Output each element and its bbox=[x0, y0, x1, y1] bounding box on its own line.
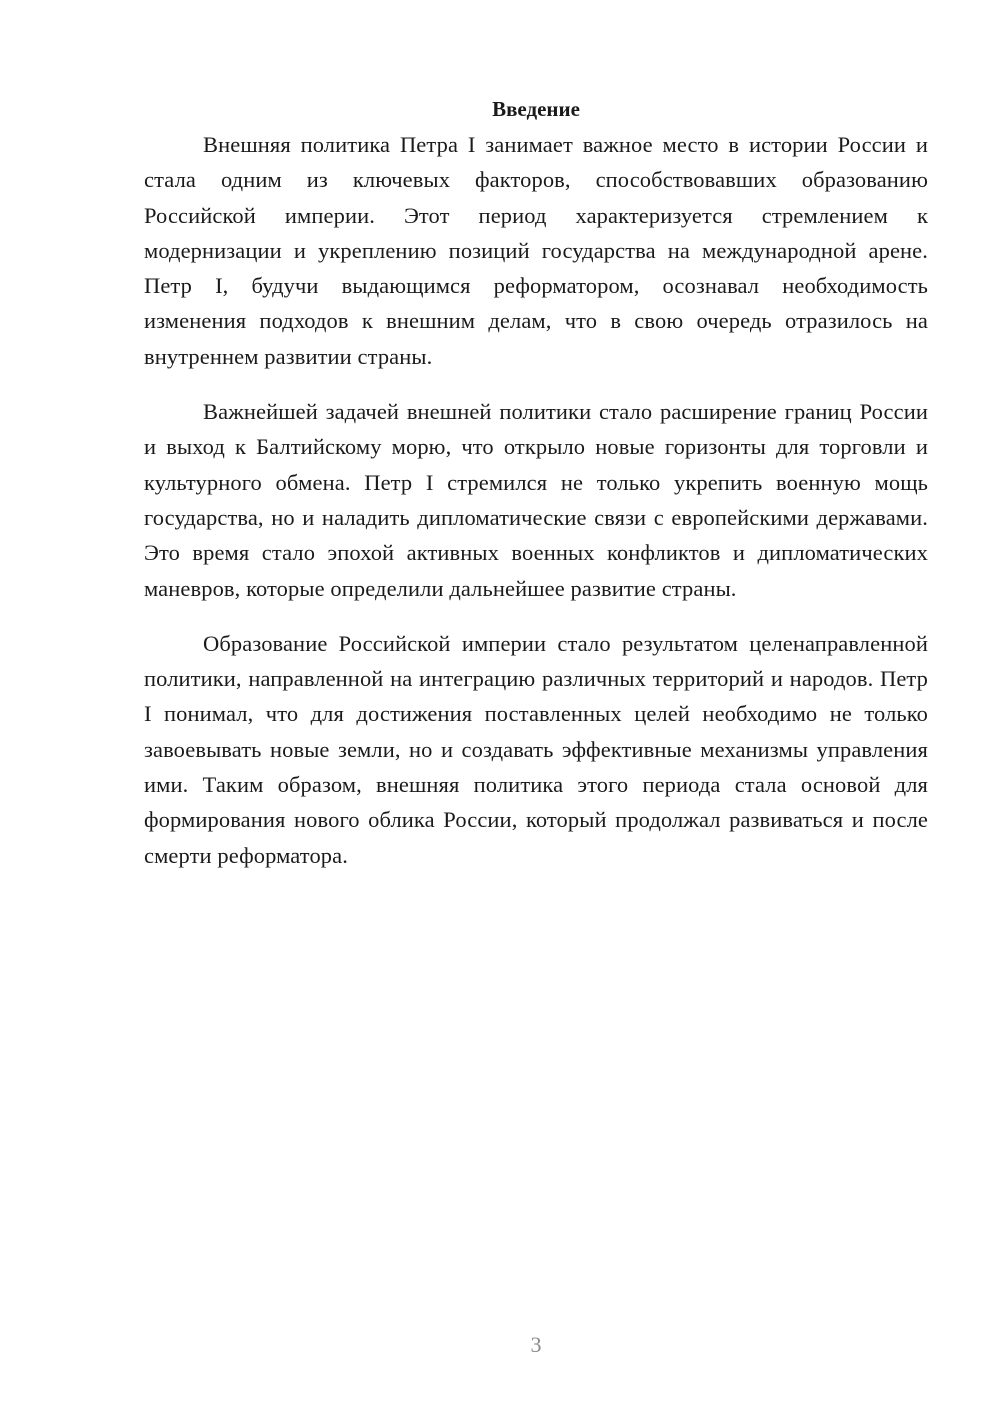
section-heading: Введение bbox=[492, 97, 580, 121]
paragraph-1: Внешняя политика Петра I занимает важное место в истории России и стала одним из ключевых факторов, способствовавших образованию Российской империи. Этот период характеризуется стремлением к модернизации и укреплению позиций государства на международной арене. Петр I, будучи выдающимся реформатором, осознавал необходимость изменения подходов к внешним делам, что в свою очередь отразилось на внутреннем развитии страны. bbox=[144, 132, 928, 369]
paragraph-2: Важнейшей задачей внешней политики стало расширение границ России и выход к Балтийскому морю, что открыло новые горизонты для торговли и культурного обмена. Петр I стремился не только укрепить военную мощь государства, но и наладить дипломатические связи с европейскими державами. Это время стало эпохой активных военных конфликтов и дипломатических маневров, которые определили дальнейшее развитие страны. bbox=[144, 399, 928, 601]
paragraph-3: Образование Российской империи стало результатом целенаправленной политики, направленной на интеграцию различных территорий и народов. Петр I понимал, что для достижения поставленных целей необходимо не только завоевывать новые земли, но и создавать эффективные механизмы управления ими. Таким образом, внешняя политика этого периода стала основой для формирования нового облика России, который продолжал развиваться и после смерти реформатора. bbox=[144, 630, 928, 868]
page-content bbox=[144, 92, 928, 893]
page-number: 3 bbox=[530, 1332, 542, 1357]
